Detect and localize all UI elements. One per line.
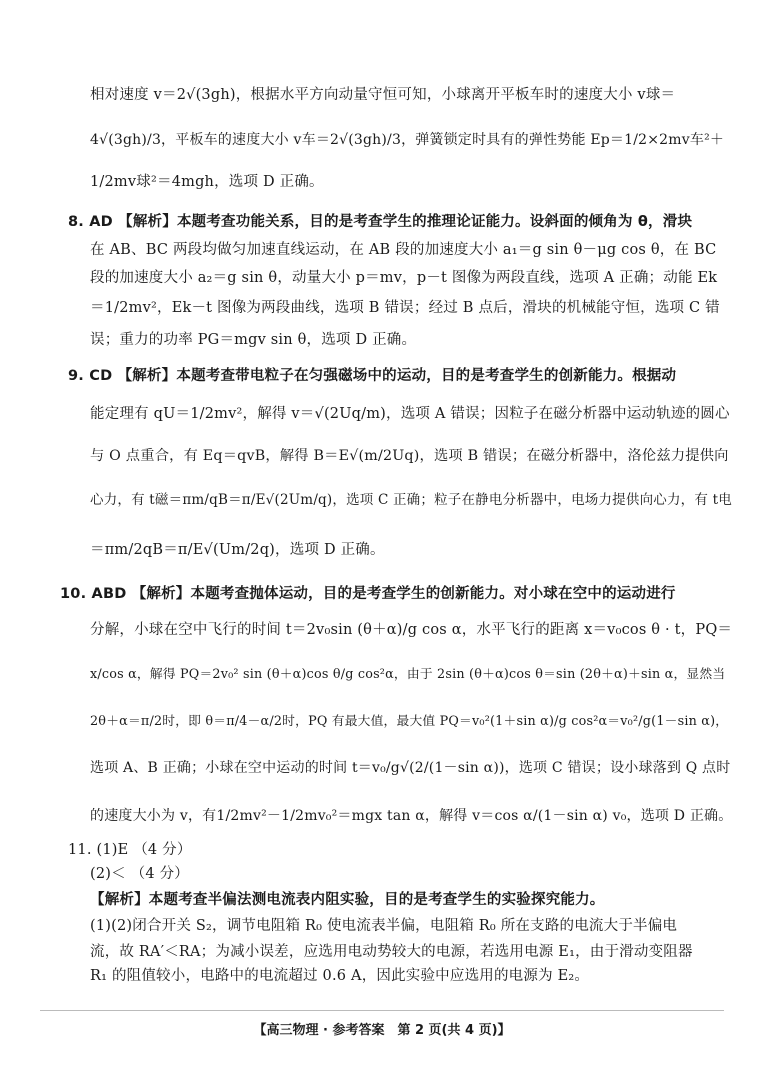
text-line: 心力，有 t磁＝πm/qB＝π/E√(2Um/q)，选项 C 正确；粒子在静电分析器中，电场力提供向心力，有 t电 xyxy=(90,492,732,508)
text-line: R₁ 的阻值较小，电路中的电流超过 0.6 A，因此实验中应选用的电源为 E₂。 xyxy=(90,968,590,984)
page-footer: 【高三物理 · 参考答案 第 2 页(共 4 页)】 xyxy=(253,1023,511,1038)
text-line: 与 O 点重合，有 Eq＝qvB，解得 B＝E√(m/2Uq)，选项 B 错误；在磁分析器中，洛伦兹力提供向 xyxy=(90,448,729,464)
text-line: 【解析】本题考查半偏法测电流表内阻实验，目的是考查学生的实验探究能力。 xyxy=(90,892,605,908)
text-line: 在 AB、BC 两段均做匀加速直线运动，在 AB 段的加速度大小 a₁＝g sin θ－μg cos θ，在 BC xyxy=(90,242,717,258)
text-line: 相对速度 v＝2√(3gh)，根据水平方向动量守恒可知，小球离开平板车时的速度大小 v球＝ xyxy=(90,87,676,103)
text-line: 段的加速度大小 a₂＝g sin θ，动量大小 p＝mv，p－t 图像为两段直线，选项 A 正确；动能 Ek xyxy=(90,270,718,286)
text-line: 4√(3gh)/3，平板车的速度大小 v车＝2√(3gh)/3，弹簧锁定时具有的弹性势能 Ep＝1/2×2mv车²＋ xyxy=(90,132,725,148)
text-line: (1)(2)闭合开关 S₂，调节电阻箱 R₀ 使电流表半偏，电阻箱 R₀ 所在支路的电流大于半偏电 xyxy=(90,918,678,934)
text-line: 选项 A、B 正确；小球在空中运动的时间 t＝v₀/g√(2/(1－sin α))，选项 C 错误；设小球落到 Q 点时 xyxy=(90,760,731,776)
text-line: 1/2mv球²＝4mgh，选项 D 正确。 xyxy=(90,174,324,190)
text-line: 9. CD 【解析】本题考查带电粒子在匀强磁场中的运动，目的是考查学生的创新能力。根据动 xyxy=(68,368,677,384)
text-line: ＝1/2mv²，Ek－t 图像为两段曲线，选项 B 错误；经过 B 点后，滑块的机械能守恒，选项 C 错 xyxy=(90,300,720,316)
text-line: (2)＜ （4 分） xyxy=(90,866,189,882)
text-line: 10. ABD 【解析】本题考查抛体运动，目的是考查学生的创新能力。对小球在空中的运动进行 xyxy=(60,586,676,602)
text-line: 流，故 RA′＜RA；为减小误差，应选用电动势较大的电源，若选用电源 E₁，由于滑动变阻器 xyxy=(90,944,693,960)
text-line: x/cos α，解得 PQ＝2v₀² sin (θ＋α)cos θ/g cos²α，由于 2sin (θ＋α)cos θ＝sin (2θ＋α)＋sin α，显然当 xyxy=(90,667,726,682)
text-line: 的速度大小为 v，有1/2mv²－1/2mv₀²＝mgx tan α，解得 v＝cos α/(1－sin α) v₀，选项 D 正确。 xyxy=(90,808,733,824)
text-line: 8. AD 【解析】本题考查功能关系，目的是考查学生的推理论证能力。设斜面的倾角为 θ，滑块 xyxy=(68,214,693,230)
text-line: 2θ＋α＝π/2时，即 θ＝π/4－α/2时，PQ 有最大值，最大值 PQ＝v₀²(1＋sin α)/g cos²α＝v₀²/g(1－sin α)， xyxy=(90,714,729,729)
text-line: 11. (1)E （4 分） xyxy=(68,842,192,858)
text-line: 分解，小球在空中飞行的时间 t＝2v₀sin (θ＋α)/g cos α，水平飞行的距离 x＝v₀cos θ · t，PQ＝ xyxy=(90,622,733,638)
footer-divider xyxy=(40,1010,724,1011)
text-line: ＝πm/2qB＝π/E√(Um/2q)，选项 D 正确。 xyxy=(90,542,385,558)
text-line: 能定理有 qU＝1/2mv²，解得 v＝√(2Uq/m)，选项 A 错误；因粒子在磁分析器中运动轨迹的圆心 xyxy=(90,406,730,422)
text-line: 误；重力的功率 PG＝mgv sin θ，选项 D 正确。 xyxy=(90,332,417,348)
